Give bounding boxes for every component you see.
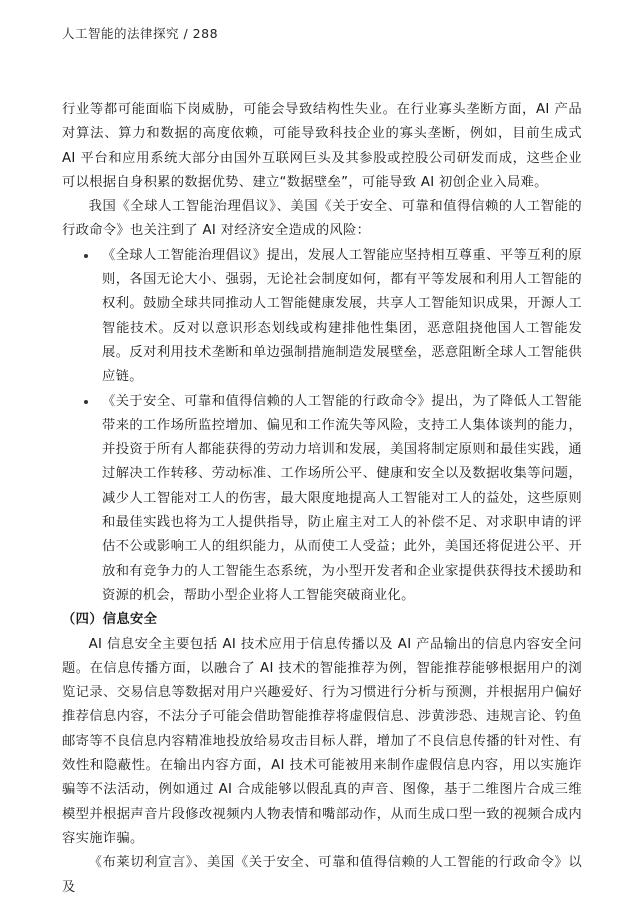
running-header [62, 24, 218, 42]
section-heading: （四）信息安全 [62, 612, 158, 628]
paragraph-info-security: AI 信息安全主要包括 AI 技术应用于信息传播以及 AI 产品输出的信息内容安全问题。在信息传播方面，以融合了 AI 技术的智能推荐为例，智能推荐能够根据用户的浏览记录、交易信息等数据对用户兴趣爱好、行为习惯进行分析与预测，并根据用户偏好推荐信息内容，不法分子可能会借助智能推荐将虚假信息、涉黄涉恐、违规言论、钓鱼邮寄等不良信息内容精准地投放给易攻击目标人群，增加了不良信息传播的针对性、有效性和隐蔽性。在输出内容方面，AI 技术可能被用来制作虚假信息内容，用以实施诈骗等不法活动，例如通过 AI 合成能够以假乱真的声音、图像，基于二维图片合成三维模型并根据声音片段修改视频内人物表情和嘴部动作，从而生成口型一致的视频合成内容实施诈骗。 [62, 636, 582, 846]
paragraph-bletchley: 《布莱切利宣言》、美国《关于安全、可靠和值得信赖的人工智能的行政命令》以及 [62, 855, 582, 895]
paragraph-continued: 行业等都可能面临下岗威胁，可能会导致结构性失业。在行业寡头垄断方面，AI 产品对算法、算力和数据的高度依赖，可能导致科技企业的寡头垄断，例如，目前生成式 AI 平台和应用系统大部分由国外互联网巨头及其参股或控股公司研发而成，这些企业可以根据自身积累的数据优势、建立“数据壁垒”，可能导致 AI 初创企业入局难。 [62, 102, 582, 190]
bullet-item-executive-order [62, 390, 582, 609]
page-number: / 288 [183, 26, 219, 41]
bullet-dot-icon [84, 254, 88, 258]
bullet-dot-icon [84, 400, 88, 404]
page-body [62, 98, 582, 900]
bullet-text: 《关于安全、可靠和值得信赖的人工智能的行政命令》提出，为了降低人工智能带来的工作场所监控增加、偏见和工作流失等风险，支持工人集体谈判的能力，并投资于所有人都能获得的劳动力培训和发展，美国将制定原则和最佳实践，通过解决工作转移、劳动标准、工作场所公平、健康和安全以及数据收集等问题，减少人工智能对工人的伤害，最大限度地提高人工智能对工人的益处，这些原则和最佳实践也将为工人提供指导，防止雇主对工人的补偿不足、对求职申请的评估不公或影响工人的组织能力，从而使工人受益；此外，美国还将促进公平、开放和有竞争力的人工智能生态系统，为小型开发者和企业家提供获得技术援助和资源的机会，帮助小型企业将人工智能突破商业化。 [102, 393, 582, 603]
running-title: 人工智能的法律探究 [62, 26, 180, 41]
bullet-item-global-initiative [62, 244, 582, 390]
bullet-list [62, 244, 582, 608]
bullet-text: 《全球人工智能治理倡议》提出，发展人工智能应坚持相互尊重、平等互利的原则，各国无论大小、强弱，无论社会制度如何，都有平等发展和利用人工智能的权利。鼓励全球共同推动人工智能健康发展，共享人工智能知识成果，开源人工智能技术。反对以意识形态划线或构建排他性集团，恶意阻挠他国人工智能发展。反对利用技术垄断和单边强制措施制造发展壁垒，恶意阻断全球人工智能供应链。 [102, 247, 582, 385]
paragraph-intro-risks: 我国《全球人工智能治理倡议》、美国《关于安全、可靠和值得信赖的人工智能的行政命令》也关注到了 AI 对经济安全造成的风险： [62, 199, 582, 239]
